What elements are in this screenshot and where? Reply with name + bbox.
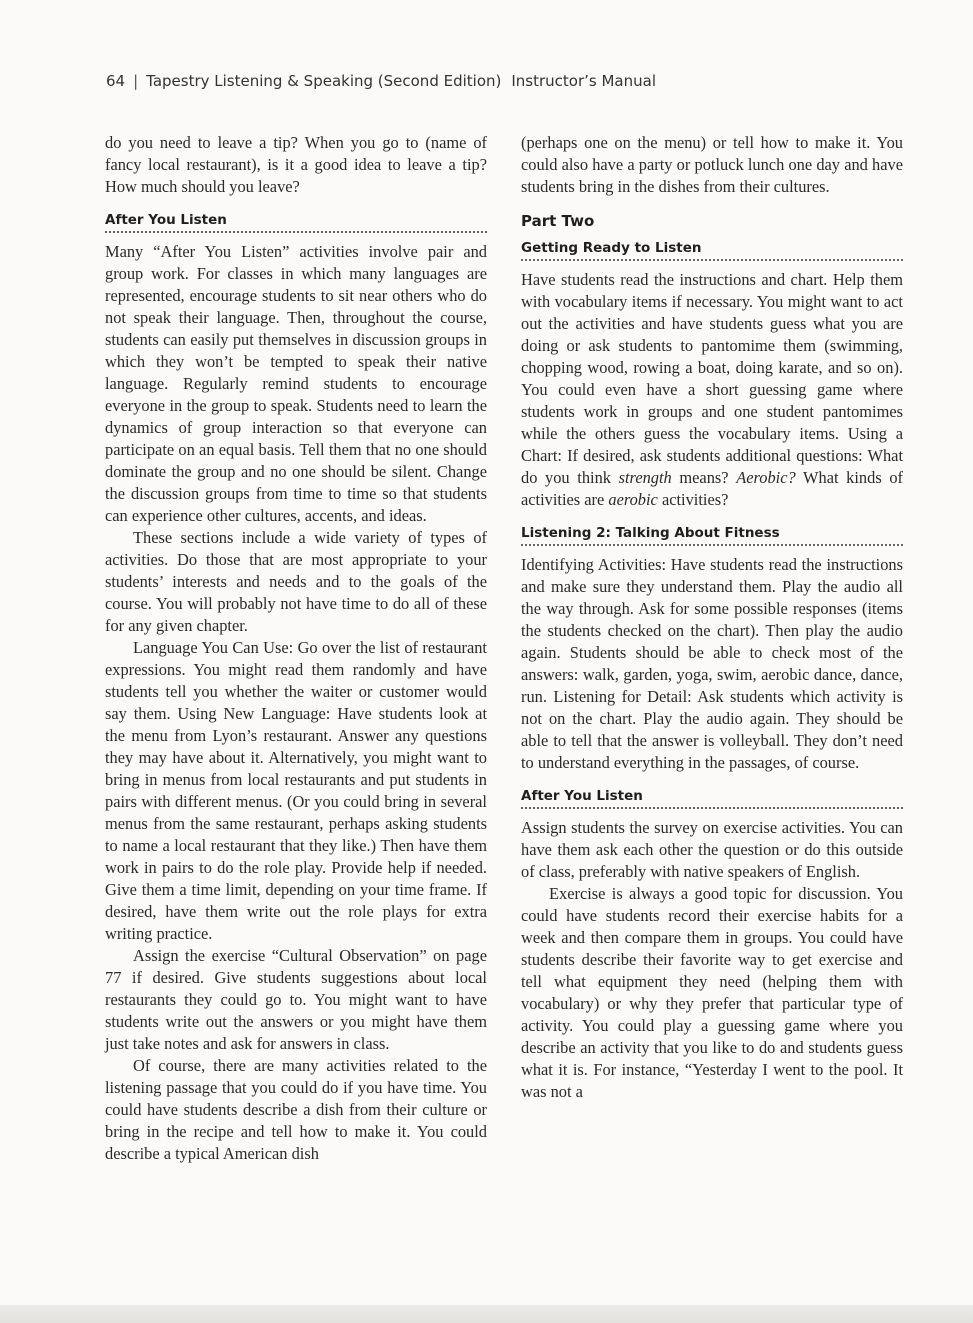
left-paragraph-cultural: Assign the exercise “Cultural Observation” on page 77 if desired. Give students suggestions about local restaurants they could go to. You might want to have students write out the answers or you might have them just take notes and ask for answers in class. — [105, 946, 487, 1053]
page-bottom-edge — [0, 1305, 973, 1323]
text-span: Have students read the instructions and chart. Help them with vocabulary items if necessary. You might want to act out the activities and have students guess what you are doing or ask students to pantomime them (swimming, chopping wood, rowing a boat, doing karate, and so on). You could even have a short guessing game where students work in groups and one student pantomimes while the others guess the vocabulary items. Using a Chart: If desired, ask students additional questions: What do you think — [521, 270, 903, 487]
right-paragraph-exercise: Exercise is always a good topic for discussion. You could have students record their exercise habits for a week and then compare them in groups. You could have students describe their favorite way to get exercise and tell what equipment they need (helping them with vocabulary) or why they prefer that particular type of activity. You could play a guessing game where you describe an activity that you like to do and students guess what it is. For instance, “Yesterday I went to the pool. It was not a — [521, 884, 903, 1101]
heading-getting-ready: Getting Ready to Listen — [521, 240, 903, 261]
heading-listening-2: Listening 2: Talking About Fitness — [521, 525, 903, 546]
right-paragraph-chart — [521, 269, 903, 511]
term-aerobic-lower: aerobic — [608, 490, 658, 509]
left-paragraph-language: Language You Can Use: Go over the list of restaurant expressions. You might read them randomly and have students tell you whether the waiter or customer would say them. Using New Language: Have students look at the menu from Lyon’s restaurant. Answer any questions they may have about it. Alternatively, you might want to bring in menus from local restaurants and put students in pairs with different menus. (Or you could bring in several menus from the same restaurant, perhaps asking students to name a local restaurant that they like.) Then have them work in pairs to do the role play. Provide help if needed. Give them a time limit, depending on your time frame. If desired, have them write out the role plays for extra writing practice. — [105, 638, 487, 943]
left-paragraph-activities: Of course, there are many activities related to the listening passage that you could do if you have time. You could have students describe a dish from their culture or bring in the recipe and tell how to make it. You could describe a typical American dish — [105, 1056, 487, 1163]
page-number: 64 — [106, 72, 126, 90]
running-header — [106, 72, 656, 90]
text-span: means? — [671, 468, 737, 487]
left-paragraph-sections: These sections include a wide variety of types of activities. Do those that are most appropriate to your students’ interests and needs and to the goals of the course. You will probably not have time to do all of these for any given chapter. — [105, 528, 487, 635]
header-separator: | — [133, 72, 139, 90]
heading-after-you-listen-2: After You Listen — [521, 788, 903, 809]
heading-part-two: Part Two — [521, 212, 595, 230]
right-paragraph-identifying: Identifying Activities: Have students read the instructions and make sure they understand them. Play the audio all the way through. Ask for some possible responses (items the students checked on the chart). Then play the audio again. Students should be able to check most of the answers: walk, garden, yoga, swim, aerobic dance, dance, run. Listening for Detail: Ask students which activity is not on the chart. Play the audio again. They should be able to tell that the answer is volleyball. They don’t need to understand everything in the passages, of course. — [521, 555, 903, 772]
heading-after-you-listen: After You Listen — [105, 212, 487, 233]
left-paragraph-group-work: Many “After You Listen” activities involve pair and group work. For classes in which many languages are represented, encourage students to sit near others who do not speak their language. Then, throughout the course, students can easily put themselves in discussion groups in which they won’t be tempted to speak their native language. Regularly remind students to encourage everyone in the group to speak. Students need to learn the dynamics of group interaction so that everyone can participate on an equal basis. Tell them that no one should dominate the group and no one should be silent. Change the discussion groups from time to time so that students can experience other cultures, accents, and ideas. — [105, 242, 487, 525]
right-column — [521, 132, 903, 1103]
left-column — [105, 132, 487, 1165]
right-paragraph-menu: (perhaps one on the menu) or tell how to make it. You could also have a party or potluck lunch one day and have students bring in the dishes from their cultures. — [521, 133, 903, 196]
term-aerobic: Aerobic? — [736, 468, 796, 487]
manual-label: Instructor’s Manual — [511, 72, 656, 90]
right-paragraph-survey: Assign students the survey on exercise activities. You can have them ask each other the question or do this outside of class, preferably with native speakers of English. — [521, 818, 903, 881]
left-paragraph-tip: do you need to leave a tip? When you go to (name of fancy local restaurant), is it a good idea to leave a tip? How much should you leave? — [105, 133, 487, 196]
text-span: What kinds of activities are — [521, 468, 904, 509]
term-strength: strength — [618, 468, 672, 487]
book-title: Tapestry Listening & Speaking (Second Edition) — [146, 72, 502, 90]
text-span: activities? — [657, 490, 729, 509]
